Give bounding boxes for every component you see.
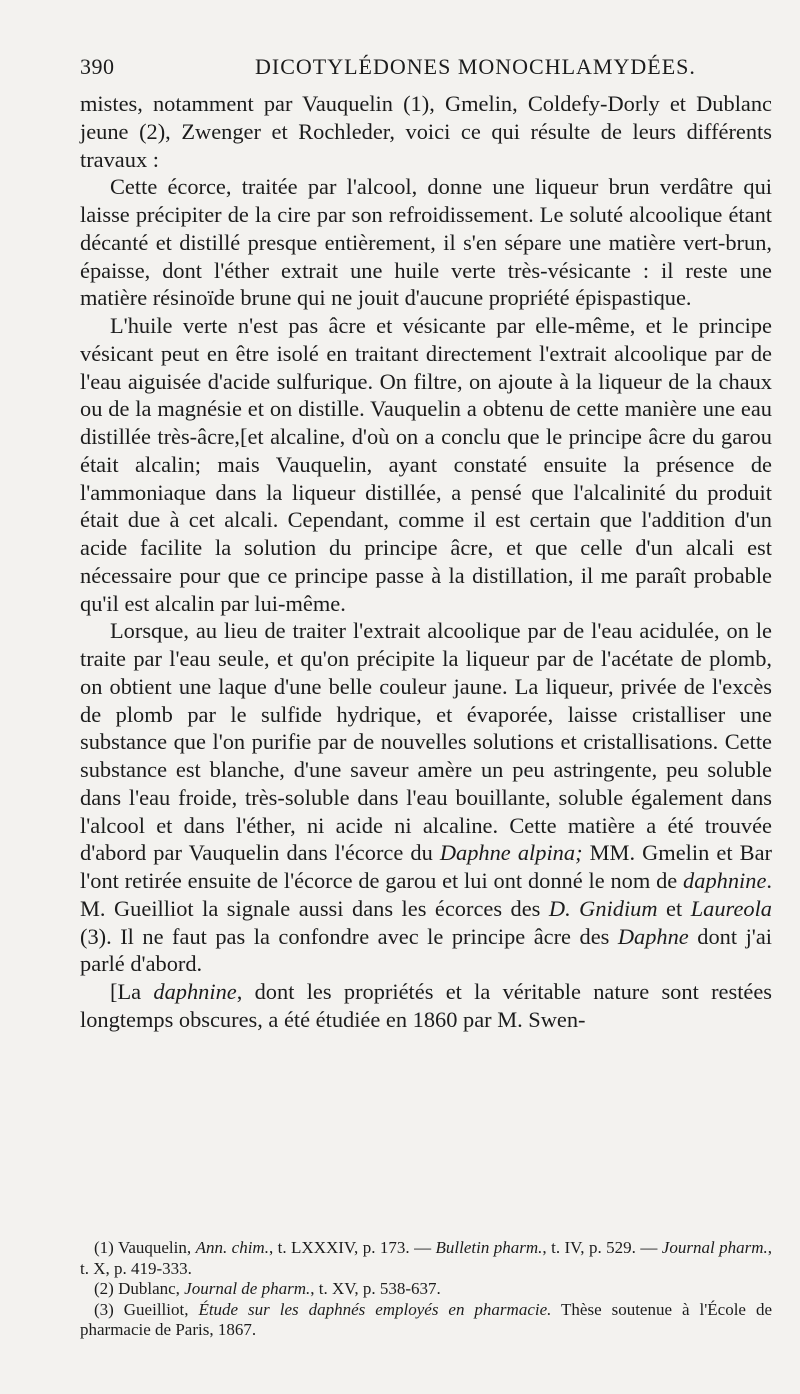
paragraph xyxy=(80,978,772,1034)
text-run: et xyxy=(657,895,691,921)
text-run: [La xyxy=(110,979,154,1004)
italic-text: Daphne xyxy=(617,923,689,949)
text-run: , t. X, p. 419-333. xyxy=(80,1238,772,1278)
page-header xyxy=(80,54,775,84)
paragraph xyxy=(80,312,772,617)
paragraph xyxy=(80,173,772,312)
italic-text: Laureola xyxy=(690,895,772,921)
text-run: MM. Gmelin et Bar l'ont retirée ensuite de l'écorce de garou et lui ont donné le nom de xyxy=(80,840,772,893)
italic-text: Étude sur les daphnés employés en pharmacie. xyxy=(198,1299,552,1319)
italic-text: Journal pharm. xyxy=(661,1238,768,1257)
text-run: Thèse soutenue à l'École de pharmacie de Paris, 1867. xyxy=(80,1299,772,1339)
paragraph xyxy=(80,90,772,173)
text-run: mistes, notamment par Vauquelin (1), Gmelin, Coldefy-Dorly et Dublanc jeune (2), Zwenger et Rochleder, voici ce qui résulte de leurs différents travaux : xyxy=(80,91,772,172)
text-run: , dont les propriétés et la véritable nature sont restées longtemps obscures, a été étudiée en 1860 par M. Swen- xyxy=(80,979,773,1032)
main-text xyxy=(80,90,772,1034)
italic-text: D. Gnidium xyxy=(548,895,658,921)
text-run: L'huile verte n'est pas âcre et vésicante par elle-même, et le principe vésicant peut en être isolé en traitant directement l'extrait alcoolique par de l'eau aiguisée d'acide sulfurique. On filtre, on ajoute à la liqueur de la chaux ou de la magnésie et on distille. Vauquelin a obtenu de cette manière une eau distillée très-âcre,[et alcaline, d'où on a conclu que le principe âcre du garou était alcalin; mais Vauquelin, ayant constaté ensuite la présence de l'ammoniaque dans la liqueur distillée, a pensé que l'alcalinité du produit était due à cet alcali. Cependant, comme il est certain que l'addition d'un acide facilite la solution du principe âcre, et que celle d'un alcali est nécessaire pour que ce principe passe à la distillation, il me paraît probable qu'il est alcalin par lui-même. xyxy=(80,313,772,616)
running-title: DICOTYLÉDONES MONOCHLAMYDÉES. xyxy=(255,54,696,79)
footnote xyxy=(80,1300,772,1341)
text-run: (3). Il ne faut pas la confondre avec le principe âcre des xyxy=(80,923,618,949)
italic-text: daphnine xyxy=(683,868,767,893)
text-run: , t. IV, p. 529. — xyxy=(542,1238,662,1257)
text-run: (3) Gueilliot, xyxy=(94,1299,199,1319)
italic-text: daphnine xyxy=(153,979,237,1004)
italic-text: Ann. chim. xyxy=(195,1238,269,1257)
italic-text: Daphne alpina; xyxy=(439,840,583,866)
footnote xyxy=(80,1279,772,1300)
text-run: (1) Vauquelin, xyxy=(94,1238,196,1257)
text-run: Lorsque, au lieu de traiter l'extrait alcoolique par de l'eau acidulée, on le traite par l'eau seule, et qu'on précipite la liqueur par de l'acétate de plomb, on obtient une laque d'une belle couleur jaune. La liqueur, privée de l'excès de plomb par le sulfide hydrique, et évaporée, laisse cristalliser une substance que l'on purifie par de nouvelles solutions et cristallisations. Cette substance est blanche, d'une saveur amère un peu astringente, peu soluble dans l'eau froide, très-soluble dans l'eau bouillante, soluble également dans l'alcool et dans l'éther, ni acide ni alcaline. Cette matière a été trouvée d'abord par Vauquelin dans l'écorce du xyxy=(80,618,772,866)
text-run: , t. XV, p. 538-637. xyxy=(310,1279,441,1298)
text-run: , t. LXXXIV, p. 173. — xyxy=(268,1238,436,1257)
text-run: (2) Dublanc, xyxy=(94,1279,185,1298)
footnote xyxy=(80,1238,772,1279)
text-run: . M. Gueilliot la signale aussi dans les écorces des xyxy=(80,868,772,921)
page-number: 390 xyxy=(80,54,115,79)
footnotes xyxy=(80,1238,772,1341)
text-run: dont j'ai parlé d'abord. xyxy=(80,923,772,977)
italic-text: Journal de pharm. xyxy=(184,1279,311,1298)
italic-text: Bulletin pharm. xyxy=(435,1238,543,1257)
paragraph xyxy=(80,617,772,978)
text-run: Cette écorce, traitée par l'alcool, donne une liqueur brun verdâtre qui laisse précipiter de la cire par son refroidissement. Le soluté alcoolique étant décanté et distillé presque entièrement, il s'en sépare une matière vert-brun, épaisse, dont l'éther extrait une huile verte très-vésicante : il reste une matière résinoïde brune qui ne jouit d'aucune propriété épispastique. xyxy=(80,174,772,311)
